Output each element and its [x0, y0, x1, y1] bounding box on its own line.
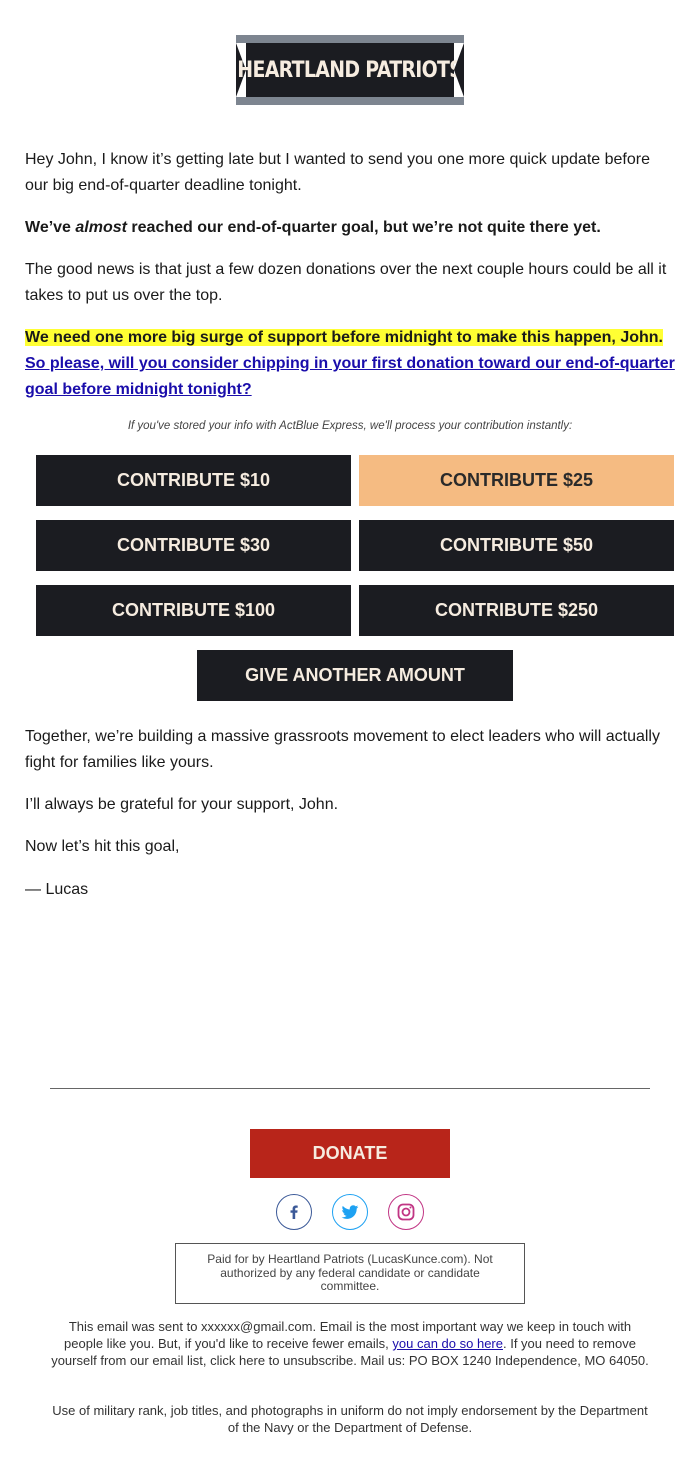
donate-button[interactable]: DONATE	[250, 1129, 450, 1178]
goal-part2: reached our end-of-quarter goal, but we’re not quite there yet.	[126, 219, 601, 236]
contribute-25-button[interactable]: CONTRIBUTE $25	[359, 455, 674, 506]
good-news-paragraph: The good news is that just a few dozen donations over the next couple hours could be all it takes to put us over the top.	[25, 261, 667, 304]
twitter-icon[interactable]	[332, 1194, 368, 1230]
fewer-emails-link[interactable]: you can do so here	[392, 1336, 503, 1351]
together-paragraph: Together, we’re building a massive grassroots movement to elect leaders who will actually fight for families like yours.	[25, 728, 660, 771]
footer-divider	[50, 1088, 650, 1089]
instagram-icon[interactable]	[388, 1194, 424, 1230]
facebook-icon[interactable]	[276, 1194, 312, 1230]
military-disclaimer: Use of military rank, job titles, and photographs in uniform do not imply endorsement by the Department of the Navy or the Department of Defense.	[52, 1403, 648, 1435]
contribute-100-button[interactable]: CONTRIBUTE $100	[36, 585, 351, 636]
logo-text: HEARTLAND PATRIOTS	[237, 57, 463, 83]
heartland-patriots-logo	[236, 35, 464, 105]
logo-plate	[237, 43, 463, 97]
contribute-250-button[interactable]: CONTRIBUTE $250	[359, 585, 674, 636]
give-another-amount-button[interactable]: GIVE ANOTHER AMOUNT	[197, 650, 513, 701]
intro-paragraph: Hey John, I know it’s getting late but I wanted to send you one more quick update before our big end-of-quarter deadline tonight.	[25, 151, 650, 194]
sent-to-text: This email was sent to xxxxxx@gmail.com. Email is the most important way we keep in touch with people like you. But, if you'd like to receive fewer emails,	[64, 1319, 632, 1351]
surge-paragraph	[25, 325, 677, 403]
email-footer-notice	[50, 1318, 650, 1369]
goal-emphasis: almost	[75, 219, 127, 236]
goal-part1: We’ve	[25, 219, 76, 236]
logo-bar-bottom	[236, 97, 464, 105]
paid-for-disclaimer: Paid for by Heartland Patriots (LucasKunce.com). Not authorized by any federal candidate or candidate committee.	[175, 1243, 525, 1304]
hit-goal-paragraph: Now let’s hit this goal,	[25, 838, 180, 855]
logo-notch-right	[454, 43, 464, 97]
goal-paragraph	[25, 215, 677, 241]
surge-donate-link[interactable]: So please, will you consider chipping in your first donation toward our end-of-quarter goal before midnight tonight?	[25, 355, 675, 398]
contribute-10-button[interactable]: CONTRIBUTE $10	[36, 455, 351, 506]
grateful-paragraph: I’ll always be grateful for your support, John.	[25, 796, 339, 813]
contribute-50-button[interactable]: CONTRIBUTE $50	[359, 520, 674, 571]
actblue-note: If you've stored your info with ActBlue Express, we'll process your contribution instantly:	[127, 420, 573, 432]
logo-bar-top	[236, 35, 464, 43]
unsubscribe-text: . If you need to remove yourself from our email list, click here to unsubscribe. Mail us: PO BOX 1240 Independence, MO 64050.	[51, 1336, 649, 1368]
contribute-30-button[interactable]: CONTRIBUTE $30	[36, 520, 351, 571]
surge-highlight: We need one more big surge of support before midnight to make this happen, John.	[25, 329, 663, 346]
signature: — Lucas	[25, 881, 89, 898]
